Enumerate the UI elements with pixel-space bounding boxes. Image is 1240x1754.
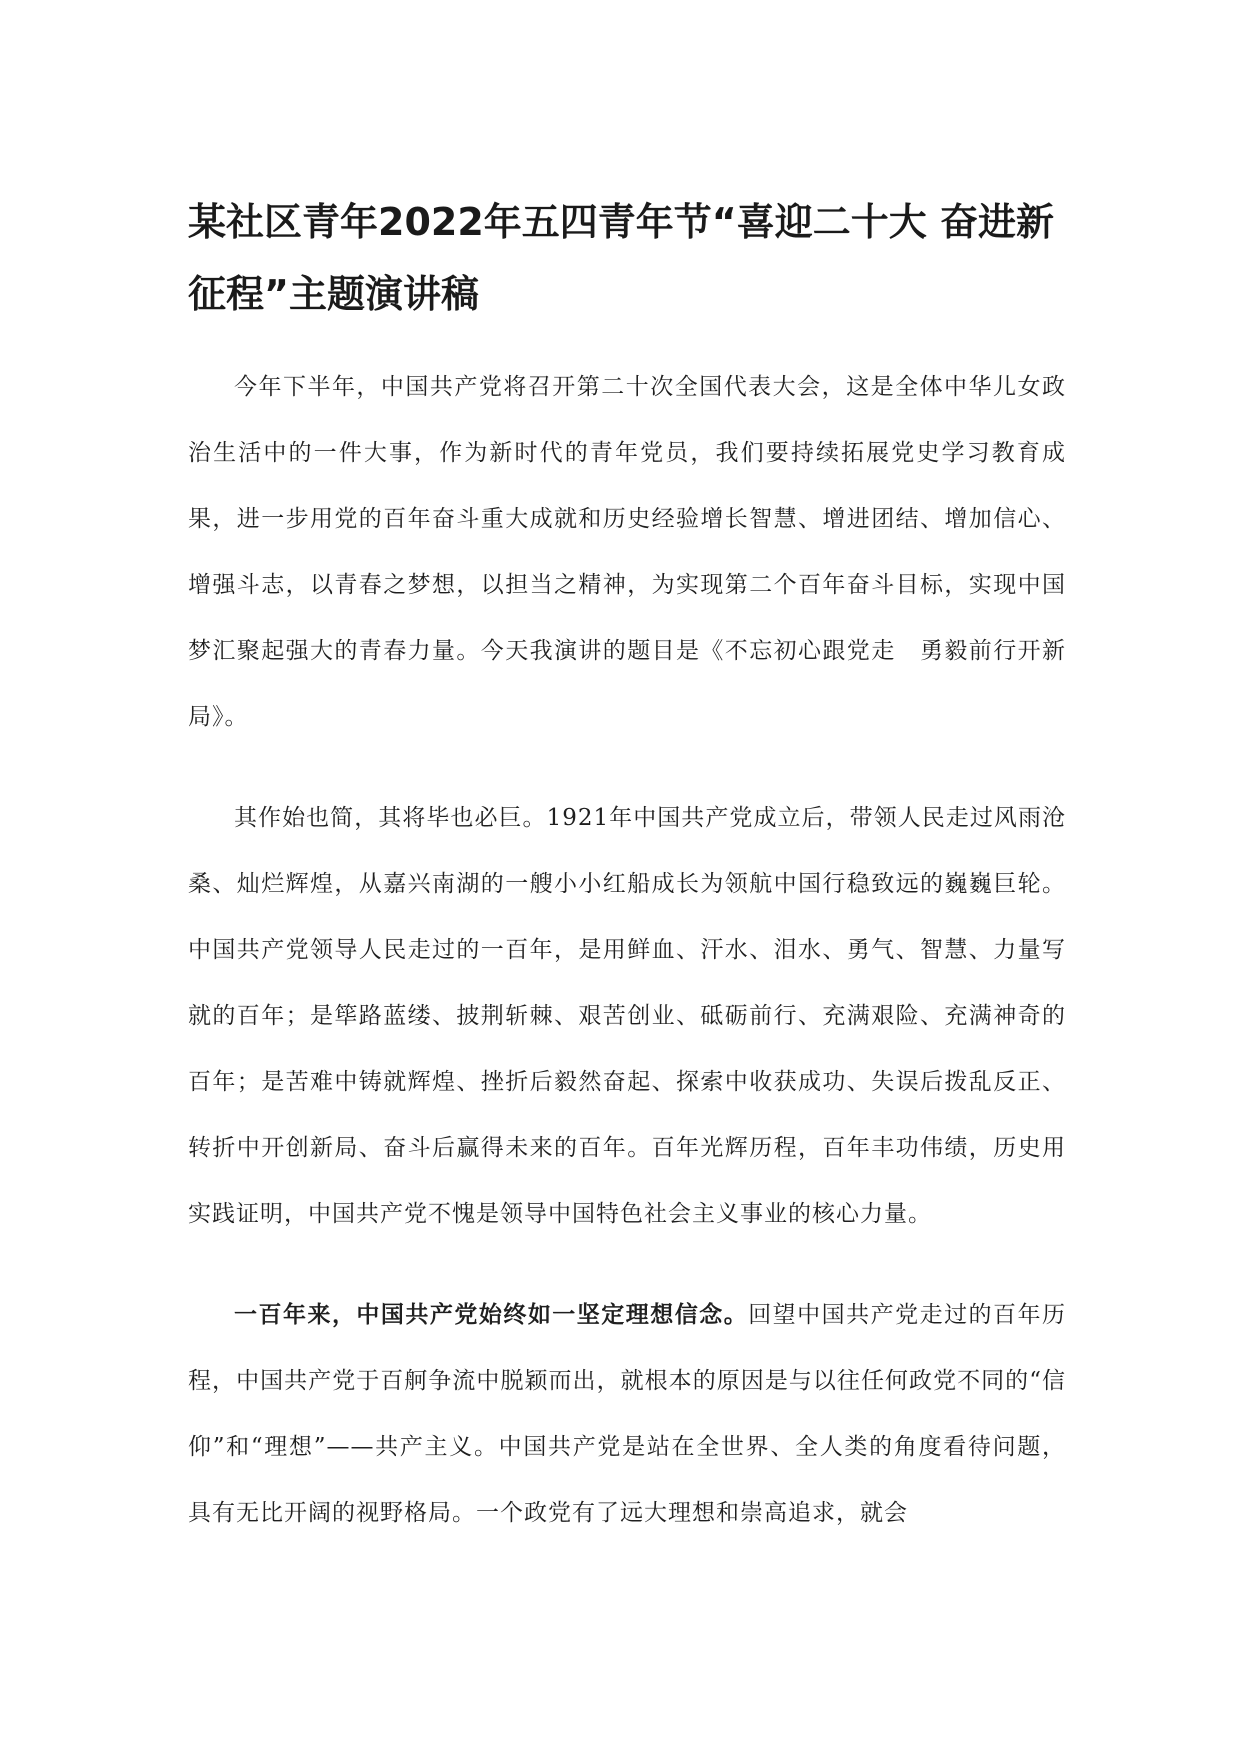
paragraph-3-text: 回望中国共产党走过的百年历程，中国共产党于百舸争流中脱颖而出，就根本的原因是与以往任何政党不同的“信仰”和“理想”——共产主义。中国共产党是站在全世界、全人类的角度看待问题，具有无比开阔的视野格局。一个政党有了远大理想和崇高追求，就会 [188,1302,1067,1526]
document-body [188,354,1066,1546]
paragraph-1 [188,354,1066,750]
document-page [188,186,1066,1581]
paragraph-2 [188,785,1066,1247]
document-title: 某社区青年2022年五四青年节“喜迎二十大 奋进新征程”主题演讲稿 [188,200,1054,316]
paragraph-3 [188,1282,1066,1546]
paragraph-1-text: 今年下半年，中国共产党将召开第二十次全国代表大会，这是全体中华儿女政治生活中的一件大事，作为新时代的青年党员，我们要持续拓展党史学习教育成果，进一步用党的百年奋斗重大成就和历史经验增长智慧、增进团结、增加信心、增强斗志，以青春之梦想，以担当之精神，为实现第二个百年奋斗目标，实现中国梦汇聚起强大的青春力量。今天我演讲的题目是《不忘初心跟党走 勇毅前行开新局》。 [188,374,1066,730]
paragraph-3-lead: 一百年来，中国共产党始终如一坚定理想信念。 [234,1301,749,1328]
paragraph-2-text: 其作始也简，其将毕也必巨。1921年中国共产党成立后，带领人民走过风雨沧桑、灿烂辉煌，从嘉兴南湖的一艘小小红船成长为领航中国行稳致远的巍巍巨轮。中国共产党领导人民走过的一百年，是用鲜血、汗水、泪水、勇气、智慧、力量写就的百年；是筚路蓝缕、披荆斩棘、艰苦创业、砥砺前行、充满艰险、充满神奇的百年；是苦难中铸就辉煌、挫折后毅然奋起、探索中收获成功、失误后拨乱反正、转折中开创新局、奋斗后赢得未来的百年。百年光辉历程，百年丰功伟绩，历史用实践证明，中国共产党不愧是领导中国特色社会主义事业的核心力量。 [188,805,1066,1227]
